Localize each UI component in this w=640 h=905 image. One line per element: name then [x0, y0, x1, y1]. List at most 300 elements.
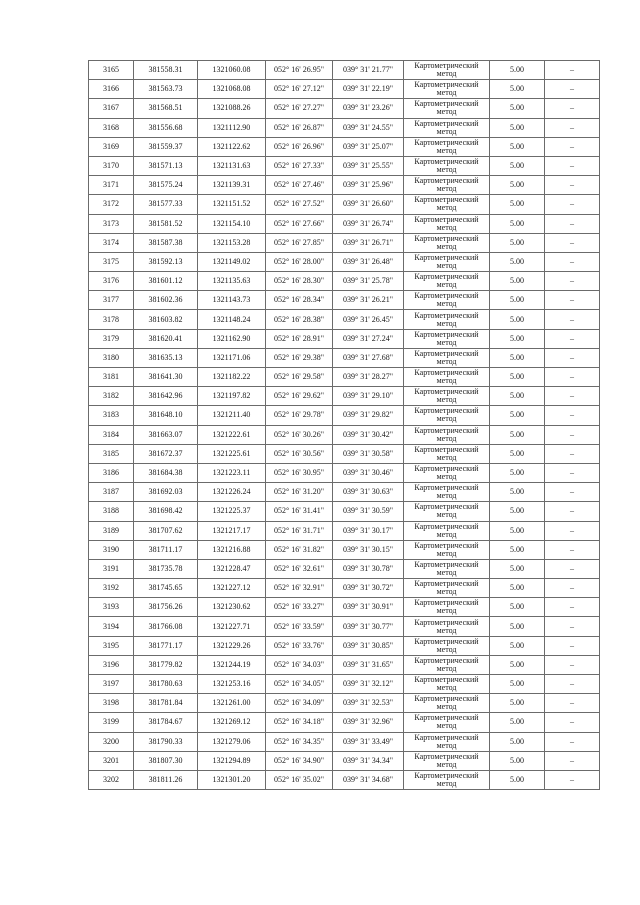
- note-cell: –: [545, 252, 600, 271]
- point-number-cell: 3193: [89, 598, 134, 617]
- method-cell: Картометрический метод: [404, 176, 490, 195]
- latitude-cell: 052° 16' 34.05": [266, 675, 333, 694]
- latitude-cell: 052° 16' 27.52": [266, 195, 333, 214]
- latitude-cell: 052° 16' 28.34": [266, 291, 333, 310]
- note-cell: –: [545, 751, 600, 770]
- accuracy-cell: 5.00: [490, 425, 545, 444]
- longitude-cell: 039° 31' 26.60": [333, 195, 404, 214]
- point-number-cell: 3189: [89, 521, 134, 540]
- x-coordinate-cell: 381663.07: [134, 425, 198, 444]
- accuracy-cell: 5.00: [490, 675, 545, 694]
- longitude-cell: 039° 31' 33.49": [333, 732, 404, 751]
- x-coordinate-cell: 381577.33: [134, 195, 198, 214]
- x-coordinate-cell: 381698.42: [134, 502, 198, 521]
- note-cell: –: [545, 598, 600, 617]
- note-cell: –: [545, 463, 600, 482]
- method-cell: Картометрический метод: [404, 156, 490, 175]
- accuracy-cell: 5.00: [490, 118, 545, 137]
- table-row: [89, 80, 600, 99]
- table-row: [89, 252, 600, 271]
- x-coordinate-cell: 381756.26: [134, 598, 198, 617]
- latitude-cell: 052° 16' 29.78": [266, 406, 333, 425]
- longitude-cell: 039° 31' 29.10": [333, 387, 404, 406]
- method-cell: Картометрический метод: [404, 348, 490, 367]
- y-coordinate-cell: 1321227.71: [198, 617, 266, 636]
- x-coordinate-cell: 381642.96: [134, 387, 198, 406]
- y-coordinate-cell: 1321216.88: [198, 540, 266, 559]
- y-coordinate-cell: 1321149.02: [198, 252, 266, 271]
- method-cell: Картометрический метод: [404, 732, 490, 751]
- y-coordinate-cell: 1321139.31: [198, 176, 266, 195]
- accuracy-cell: 5.00: [490, 502, 545, 521]
- point-number-cell: 3172: [89, 195, 134, 214]
- note-cell: –: [545, 291, 600, 310]
- x-coordinate-cell: 381771.17: [134, 636, 198, 655]
- x-coordinate-cell: 381766.08: [134, 617, 198, 636]
- longitude-cell: 039° 31' 30.17": [333, 521, 404, 540]
- x-coordinate-cell: 381603.82: [134, 310, 198, 329]
- method-cell: Картометрический метод: [404, 713, 490, 732]
- note-cell: –: [545, 80, 600, 99]
- longitude-cell: 039° 31' 25.78": [333, 272, 404, 291]
- method-cell: Картометрический метод: [404, 425, 490, 444]
- accuracy-cell: 5.00: [490, 540, 545, 559]
- accuracy-cell: 5.00: [490, 559, 545, 578]
- x-coordinate-cell: 381784.67: [134, 713, 198, 732]
- point-number-cell: 3184: [89, 425, 134, 444]
- y-coordinate-cell: 1321253.16: [198, 675, 266, 694]
- accuracy-cell: 5.00: [490, 368, 545, 387]
- point-number-cell: 3176: [89, 272, 134, 291]
- longitude-cell: 039° 31' 32.12": [333, 675, 404, 694]
- table-row: [89, 521, 600, 540]
- y-coordinate-cell: 1321068.08: [198, 80, 266, 99]
- method-cell: Картометрический метод: [404, 598, 490, 617]
- note-cell: –: [545, 655, 600, 674]
- longitude-cell: 039° 31' 26.48": [333, 252, 404, 271]
- table-row: [89, 598, 600, 617]
- latitude-cell: 052° 16' 33.59": [266, 617, 333, 636]
- latitude-cell: 052° 16' 33.27": [266, 598, 333, 617]
- y-coordinate-cell: 1321112.90: [198, 118, 266, 137]
- x-coordinate-cell: 381559.37: [134, 137, 198, 156]
- note-cell: –: [545, 368, 600, 387]
- latitude-cell: 052° 16' 27.85": [266, 233, 333, 252]
- longitude-cell: 039° 31' 24.55": [333, 118, 404, 137]
- latitude-cell: 052° 16' 27.27": [266, 99, 333, 118]
- point-number-cell: 3177: [89, 291, 134, 310]
- method-cell: Картометрический метод: [404, 137, 490, 156]
- table-row: [89, 617, 600, 636]
- method-cell: Картометрический метод: [404, 617, 490, 636]
- method-cell: Картометрический метод: [404, 118, 490, 137]
- point-number-cell: 3185: [89, 444, 134, 463]
- table-row: [89, 770, 600, 789]
- y-coordinate-cell: 1321279.06: [198, 732, 266, 751]
- accuracy-cell: 5.00: [490, 387, 545, 406]
- table-row: [89, 425, 600, 444]
- longitude-cell: 039° 31' 29.82": [333, 406, 404, 425]
- point-number-cell: 3183: [89, 406, 134, 425]
- latitude-cell: 052° 16' 34.03": [266, 655, 333, 674]
- y-coordinate-cell: 1321301.20: [198, 770, 266, 789]
- latitude-cell: 052° 16' 28.00": [266, 252, 333, 271]
- x-coordinate-cell: 381556.68: [134, 118, 198, 137]
- note-cell: –: [545, 521, 600, 540]
- point-number-cell: 3181: [89, 368, 134, 387]
- accuracy-cell: 5.00: [490, 732, 545, 751]
- latitude-cell: 052° 16' 31.41": [266, 502, 333, 521]
- method-cell: Картометрический метод: [404, 502, 490, 521]
- accuracy-cell: 5.00: [490, 195, 545, 214]
- table-row: [89, 655, 600, 674]
- note-cell: –: [545, 675, 600, 694]
- x-coordinate-cell: 381602.36: [134, 291, 198, 310]
- note-cell: –: [545, 272, 600, 291]
- note-cell: –: [545, 444, 600, 463]
- accuracy-cell: 5.00: [490, 214, 545, 233]
- y-coordinate-cell: 1321060.08: [198, 61, 266, 80]
- longitude-cell: 039° 31' 25.07": [333, 137, 404, 156]
- y-coordinate-cell: 1321244.19: [198, 655, 266, 674]
- table-row: [89, 310, 600, 329]
- latitude-cell: 052° 16' 31.20": [266, 483, 333, 502]
- note-cell: –: [545, 425, 600, 444]
- y-coordinate-cell: 1321226.24: [198, 483, 266, 502]
- table-body: [89, 61, 600, 790]
- x-coordinate-cell: 381707.62: [134, 521, 198, 540]
- coordinates-table: [88, 60, 600, 790]
- longitude-cell: 039° 31' 34.68": [333, 770, 404, 789]
- y-coordinate-cell: 1321182.22: [198, 368, 266, 387]
- table-row: [89, 329, 600, 348]
- point-number-cell: 3175: [89, 252, 134, 271]
- table-row: [89, 406, 600, 425]
- point-number-cell: 3168: [89, 118, 134, 137]
- longitude-cell: 039° 31' 31.65": [333, 655, 404, 674]
- latitude-cell: 052° 16' 28.38": [266, 310, 333, 329]
- table-row: [89, 118, 600, 137]
- note-cell: –: [545, 195, 600, 214]
- point-number-cell: 3199: [89, 713, 134, 732]
- method-cell: Картометрический метод: [404, 406, 490, 425]
- accuracy-cell: 5.00: [490, 348, 545, 367]
- table-row: [89, 156, 600, 175]
- point-number-cell: 3198: [89, 694, 134, 713]
- x-coordinate-cell: 381790.33: [134, 732, 198, 751]
- latitude-cell: 052° 16' 31.82": [266, 540, 333, 559]
- method-cell: Картометрический метод: [404, 99, 490, 118]
- table-row: [89, 713, 600, 732]
- accuracy-cell: 5.00: [490, 291, 545, 310]
- longitude-cell: 039° 31' 30.91": [333, 598, 404, 617]
- longitude-cell: 039° 31' 30.42": [333, 425, 404, 444]
- latitude-cell: 052° 16' 34.90": [266, 751, 333, 770]
- accuracy-cell: 5.00: [490, 444, 545, 463]
- table-row: [89, 540, 600, 559]
- accuracy-cell: 5.00: [490, 521, 545, 540]
- latitude-cell: 052° 16' 35.02": [266, 770, 333, 789]
- method-cell: Картометрический метод: [404, 463, 490, 482]
- method-cell: Картометрический метод: [404, 233, 490, 252]
- accuracy-cell: 5.00: [490, 99, 545, 118]
- latitude-cell: 052° 16' 33.76": [266, 636, 333, 655]
- method-cell: Картометрический метод: [404, 675, 490, 694]
- method-cell: Картометрический метод: [404, 272, 490, 291]
- x-coordinate-cell: 381641.30: [134, 368, 198, 387]
- note-cell: –: [545, 118, 600, 137]
- x-coordinate-cell: 381601.12: [134, 272, 198, 291]
- method-cell: Картометрический метод: [404, 521, 490, 540]
- table-row: [89, 61, 600, 80]
- accuracy-cell: 5.00: [490, 617, 545, 636]
- latitude-cell: 052° 16' 34.09": [266, 694, 333, 713]
- point-number-cell: 3192: [89, 579, 134, 598]
- y-coordinate-cell: 1321211.40: [198, 406, 266, 425]
- method-cell: Картометрический метод: [404, 694, 490, 713]
- note-cell: –: [545, 329, 600, 348]
- y-coordinate-cell: 1321261.00: [198, 694, 266, 713]
- accuracy-cell: 5.00: [490, 176, 545, 195]
- accuracy-cell: 5.00: [490, 137, 545, 156]
- method-cell: Картометрический метод: [404, 252, 490, 271]
- note-cell: –: [545, 233, 600, 252]
- longitude-cell: 039° 31' 30.59": [333, 502, 404, 521]
- table-row: [89, 368, 600, 387]
- y-coordinate-cell: 1321143.73: [198, 291, 266, 310]
- latitude-cell: 052° 16' 26.87": [266, 118, 333, 137]
- x-coordinate-cell: 381811.26: [134, 770, 198, 789]
- x-coordinate-cell: 381568.51: [134, 99, 198, 118]
- latitude-cell: 052° 16' 29.62": [266, 387, 333, 406]
- y-coordinate-cell: 1321148.24: [198, 310, 266, 329]
- longitude-cell: 039° 31' 26.21": [333, 291, 404, 310]
- accuracy-cell: 5.00: [490, 233, 545, 252]
- accuracy-cell: 5.00: [490, 655, 545, 674]
- accuracy-cell: 5.00: [490, 598, 545, 617]
- longitude-cell: 039° 31' 26.45": [333, 310, 404, 329]
- y-coordinate-cell: 1321269.12: [198, 713, 266, 732]
- accuracy-cell: 5.00: [490, 483, 545, 502]
- note-cell: –: [545, 348, 600, 367]
- y-coordinate-cell: 1321122.62: [198, 137, 266, 156]
- point-number-cell: 3169: [89, 137, 134, 156]
- note-cell: –: [545, 636, 600, 655]
- table-row: [89, 502, 600, 521]
- point-number-cell: 3171: [89, 176, 134, 195]
- y-coordinate-cell: 1321131.63: [198, 156, 266, 175]
- note-cell: –: [545, 99, 600, 118]
- table-row: [89, 387, 600, 406]
- x-coordinate-cell: 381620.41: [134, 329, 198, 348]
- point-number-cell: 3188: [89, 502, 134, 521]
- note-cell: –: [545, 61, 600, 80]
- y-coordinate-cell: 1321153.28: [198, 233, 266, 252]
- table-row: [89, 444, 600, 463]
- method-cell: Картометрический метод: [404, 579, 490, 598]
- y-coordinate-cell: 1321294.89: [198, 751, 266, 770]
- accuracy-cell: 5.00: [490, 770, 545, 789]
- point-number-cell: 3196: [89, 655, 134, 674]
- latitude-cell: 052° 16' 27.33": [266, 156, 333, 175]
- point-number-cell: 3191: [89, 559, 134, 578]
- longitude-cell: 039° 31' 21.77": [333, 61, 404, 80]
- latitude-cell: 052° 16' 31.71": [266, 521, 333, 540]
- latitude-cell: 052° 16' 29.58": [266, 368, 333, 387]
- x-coordinate-cell: 381745.65: [134, 579, 198, 598]
- accuracy-cell: 5.00: [490, 329, 545, 348]
- note-cell: –: [545, 617, 600, 636]
- accuracy-cell: 5.00: [490, 694, 545, 713]
- x-coordinate-cell: 381558.31: [134, 61, 198, 80]
- method-cell: Картометрический метод: [404, 80, 490, 99]
- method-cell: Картометрический метод: [404, 540, 490, 559]
- note-cell: –: [545, 310, 600, 329]
- longitude-cell: 039° 31' 30.78": [333, 559, 404, 578]
- longitude-cell: 039° 31' 30.77": [333, 617, 404, 636]
- longitude-cell: 039° 31' 28.27": [333, 368, 404, 387]
- x-coordinate-cell: 381581.52: [134, 214, 198, 233]
- x-coordinate-cell: 381592.13: [134, 252, 198, 271]
- y-coordinate-cell: 1321230.62: [198, 598, 266, 617]
- accuracy-cell: 5.00: [490, 463, 545, 482]
- accuracy-cell: 5.00: [490, 310, 545, 329]
- point-number-cell: 3180: [89, 348, 134, 367]
- latitude-cell: 052° 16' 27.12": [266, 80, 333, 99]
- longitude-cell: 039° 31' 32.96": [333, 713, 404, 732]
- accuracy-cell: 5.00: [490, 406, 545, 425]
- table-row: [89, 732, 600, 751]
- point-number-cell: 3195: [89, 636, 134, 655]
- method-cell: Картометрический метод: [404, 195, 490, 214]
- y-coordinate-cell: 1321222.61: [198, 425, 266, 444]
- note-cell: –: [545, 483, 600, 502]
- y-coordinate-cell: 1321197.82: [198, 387, 266, 406]
- point-number-cell: 3166: [89, 80, 134, 99]
- longitude-cell: 039° 31' 30.58": [333, 444, 404, 463]
- table-row: [89, 463, 600, 482]
- x-coordinate-cell: 381711.17: [134, 540, 198, 559]
- method-cell: Картометрический метод: [404, 751, 490, 770]
- x-coordinate-cell: 381587.38: [134, 233, 198, 252]
- x-coordinate-cell: 381563.73: [134, 80, 198, 99]
- point-number-cell: 3202: [89, 770, 134, 789]
- note-cell: –: [545, 156, 600, 175]
- latitude-cell: 052° 16' 27.66": [266, 214, 333, 233]
- longitude-cell: 039° 31' 30.46": [333, 463, 404, 482]
- x-coordinate-cell: 381692.03: [134, 483, 198, 502]
- table-row: [89, 176, 600, 195]
- table-row: [89, 751, 600, 770]
- latitude-cell: 052° 16' 28.30": [266, 272, 333, 291]
- table-row: [89, 559, 600, 578]
- point-number-cell: 3201: [89, 751, 134, 770]
- x-coordinate-cell: 381780.63: [134, 675, 198, 694]
- y-coordinate-cell: 1321217.17: [198, 521, 266, 540]
- accuracy-cell: 5.00: [490, 61, 545, 80]
- table-row: [89, 483, 600, 502]
- longitude-cell: 039° 31' 30.63": [333, 483, 404, 502]
- latitude-cell: 052° 16' 27.46": [266, 176, 333, 195]
- point-number-cell: 3178: [89, 310, 134, 329]
- point-number-cell: 3170: [89, 156, 134, 175]
- note-cell: –: [545, 214, 600, 233]
- x-coordinate-cell: 381735.78: [134, 559, 198, 578]
- longitude-cell: 039° 31' 23.26": [333, 99, 404, 118]
- y-coordinate-cell: 1321223.11: [198, 463, 266, 482]
- point-number-cell: 3182: [89, 387, 134, 406]
- x-coordinate-cell: 381807.30: [134, 751, 198, 770]
- x-coordinate-cell: 381575.24: [134, 176, 198, 195]
- accuracy-cell: 5.00: [490, 252, 545, 271]
- note-cell: –: [545, 579, 600, 598]
- method-cell: Картометрический метод: [404, 770, 490, 789]
- method-cell: Картометрический метод: [404, 387, 490, 406]
- y-coordinate-cell: 1321135.63: [198, 272, 266, 291]
- latitude-cell: 052° 16' 26.96": [266, 137, 333, 156]
- point-number-cell: 3167: [89, 99, 134, 118]
- y-coordinate-cell: 1321229.26: [198, 636, 266, 655]
- longitude-cell: 039° 31' 25.55": [333, 156, 404, 175]
- point-number-cell: 3174: [89, 233, 134, 252]
- point-number-cell: 3200: [89, 732, 134, 751]
- method-cell: Картометрический метод: [404, 559, 490, 578]
- method-cell: Картометрический метод: [404, 368, 490, 387]
- note-cell: –: [545, 502, 600, 521]
- y-coordinate-cell: 1321088.26: [198, 99, 266, 118]
- method-cell: Картометрический метод: [404, 444, 490, 463]
- accuracy-cell: 5.00: [490, 751, 545, 770]
- longitude-cell: 039° 31' 34.34": [333, 751, 404, 770]
- accuracy-cell: 5.00: [490, 80, 545, 99]
- note-cell: –: [545, 540, 600, 559]
- table-row: [89, 579, 600, 598]
- longitude-cell: 039° 31' 30.72": [333, 579, 404, 598]
- point-number-cell: 3165: [89, 61, 134, 80]
- note-cell: –: [545, 176, 600, 195]
- method-cell: Картометрический метод: [404, 329, 490, 348]
- method-cell: Картометрический метод: [404, 61, 490, 80]
- method-cell: Картометрический метод: [404, 655, 490, 674]
- x-coordinate-cell: 381684.38: [134, 463, 198, 482]
- latitude-cell: 052° 16' 30.95": [266, 463, 333, 482]
- table-row: [89, 214, 600, 233]
- longitude-cell: 039° 31' 22.19": [333, 80, 404, 99]
- accuracy-cell: 5.00: [490, 156, 545, 175]
- note-cell: –: [545, 694, 600, 713]
- point-number-cell: 3173: [89, 214, 134, 233]
- table-row: [89, 694, 600, 713]
- x-coordinate-cell: 381781.84: [134, 694, 198, 713]
- accuracy-cell: 5.00: [490, 636, 545, 655]
- table-row: [89, 348, 600, 367]
- point-number-cell: 3179: [89, 329, 134, 348]
- table-row: [89, 675, 600, 694]
- latitude-cell: 052° 16' 32.91": [266, 579, 333, 598]
- latitude-cell: 052° 16' 29.38": [266, 348, 333, 367]
- y-coordinate-cell: 1321154.10: [198, 214, 266, 233]
- y-coordinate-cell: 1321162.90: [198, 329, 266, 348]
- x-coordinate-cell: 381779.82: [134, 655, 198, 674]
- accuracy-cell: 5.00: [490, 579, 545, 598]
- method-cell: Картометрический метод: [404, 214, 490, 233]
- longitude-cell: 039° 31' 26.74": [333, 214, 404, 233]
- point-number-cell: 3197: [89, 675, 134, 694]
- x-coordinate-cell: 381635.13: [134, 348, 198, 367]
- x-coordinate-cell: 381648.10: [134, 406, 198, 425]
- table-row: [89, 636, 600, 655]
- y-coordinate-cell: 1321225.61: [198, 444, 266, 463]
